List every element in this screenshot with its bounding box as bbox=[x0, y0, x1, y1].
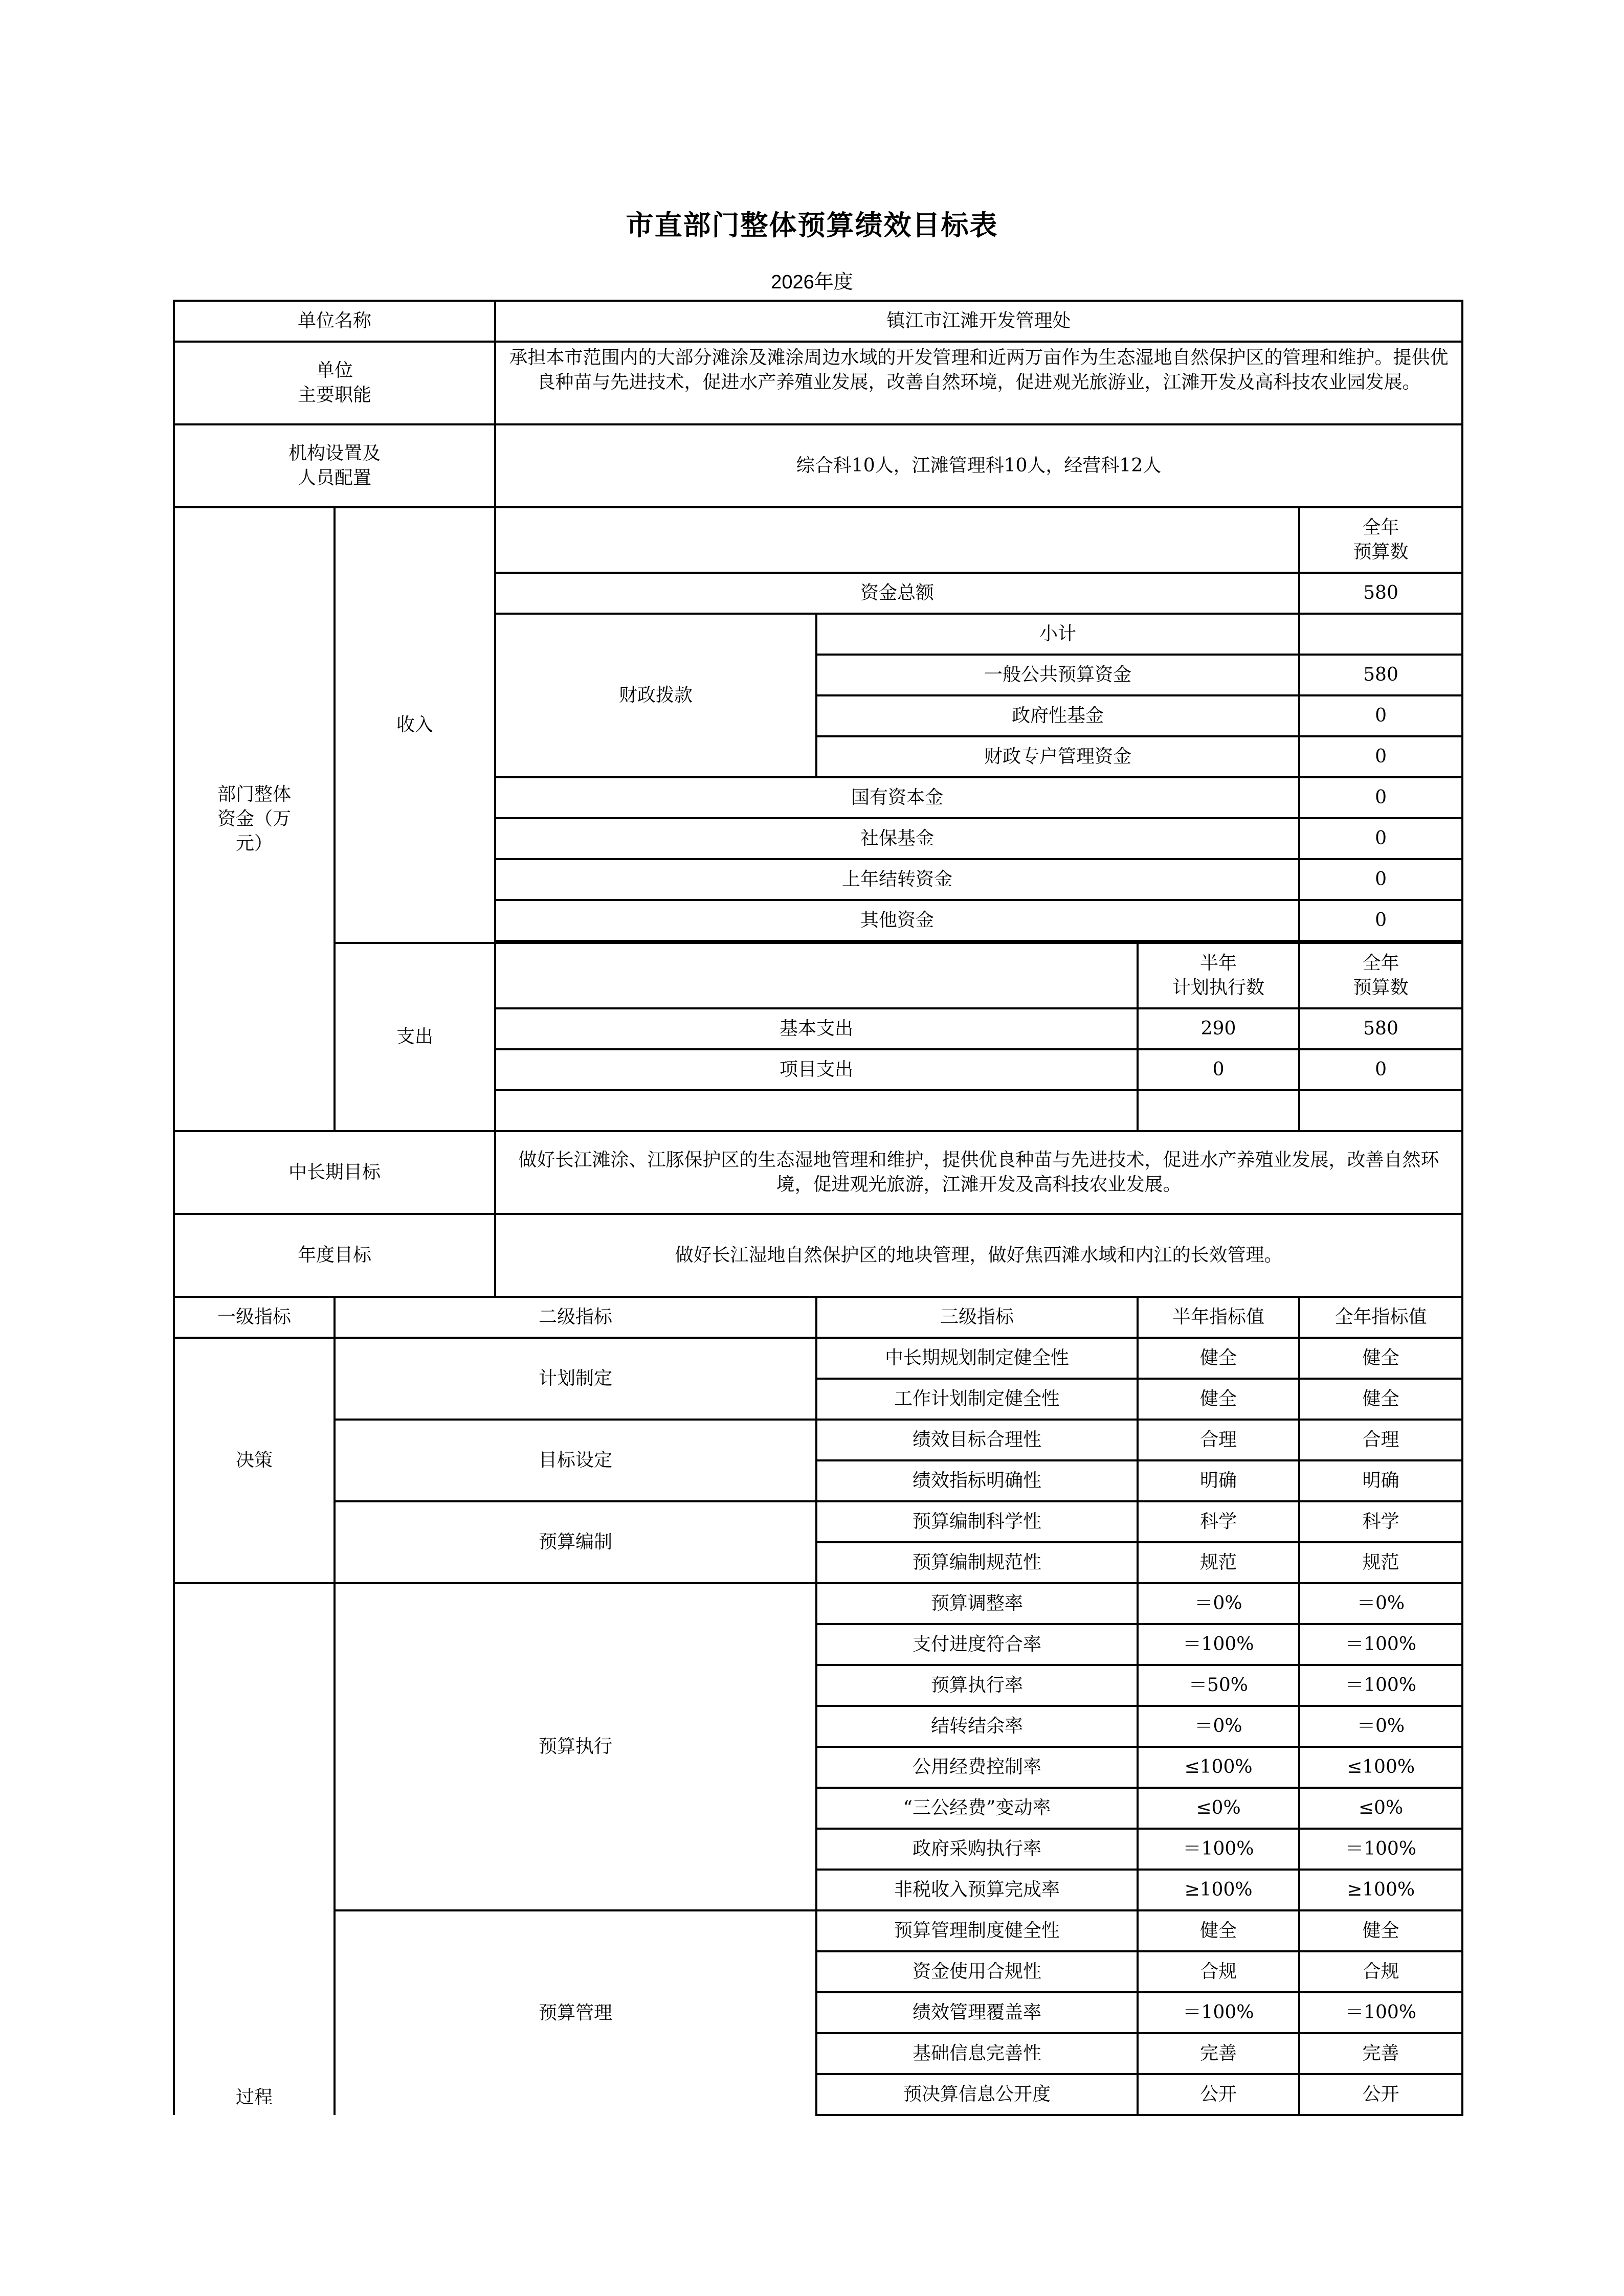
expense-header-full-year: 全年 预算数 bbox=[1299, 943, 1462, 1008]
other-income-label: 上年结转资金 bbox=[495, 859, 1299, 900]
org-value: 综合科10人，江滩管理科10人，经营科12人 bbox=[495, 424, 1462, 507]
full-year-value: 完善 bbox=[1299, 2033, 1462, 2074]
level2-indicator: 预算管理 bbox=[335, 1910, 816, 2115]
fiscal-item-value: 580 bbox=[1299, 655, 1462, 695]
level3-indicator: 基础信息完善性 bbox=[816, 2033, 1138, 2074]
indicator-body bbox=[174, 1338, 1462, 2115]
other-income-value: 0 bbox=[1299, 900, 1462, 941]
annual-goal-row bbox=[174, 1214, 1462, 1297]
level3-indicator: “三公经费”变动率 bbox=[816, 1788, 1138, 1829]
unit-name-label: 单位名称 bbox=[174, 301, 495, 342]
org-label bbox=[174, 424, 495, 507]
annual-goal-value: 做好长江湿地自然保护区的地块管理，做好焦西滩水域和内江的长效管理。 bbox=[495, 1214, 1462, 1297]
income-header-row bbox=[174, 507, 1462, 573]
indicator-header-row bbox=[174, 1297, 1462, 1338]
level3-indicator: 预决算信息公开度 bbox=[816, 2074, 1138, 2115]
half-year-value: 合规 bbox=[1138, 1951, 1299, 1992]
unit-function-label bbox=[174, 342, 495, 424]
full-year-value: ＝0% bbox=[1299, 1706, 1462, 1747]
header-half-year: 半年指标值 bbox=[1138, 1297, 1299, 1338]
full-year-value: ≥100% bbox=[1299, 1870, 1462, 1910]
header-level3: 三级指标 bbox=[816, 1297, 1138, 1338]
level3-indicator: 绩效目标合理性 bbox=[816, 1420, 1138, 1460]
page-title: 市直部门整体预算绩效目标表 bbox=[626, 209, 998, 241]
full-year-value: ＝100% bbox=[1299, 1829, 1462, 1870]
unit-name-row bbox=[174, 301, 1462, 342]
half-year-value: ＝100% bbox=[1138, 1829, 1299, 1870]
other-income-value: 0 bbox=[1299, 777, 1462, 818]
expense-item-half: 290 bbox=[1138, 1008, 1299, 1049]
level3-indicator: 绩效指标明确性 bbox=[816, 1460, 1138, 1501]
expense-item-half: 0 bbox=[1138, 1049, 1299, 1090]
expense-header-half-year: 半年 计划执行数 bbox=[1138, 943, 1299, 1008]
half-year-value: 健全 bbox=[1138, 1910, 1299, 1951]
total-funds-value: 580 bbox=[1299, 573, 1462, 614]
full-year-value: ≤0% bbox=[1299, 1788, 1462, 1829]
full-year-value: ≤100% bbox=[1299, 1747, 1462, 1788]
header-level2: 二级指标 bbox=[335, 1297, 816, 1338]
fiscal-label: 财政拨款 bbox=[495, 614, 816, 777]
fiscal-item-label: 小计 bbox=[816, 614, 1299, 655]
unit-function-value: 承担本市范围内的大部分滩涂及滩涂周边水域的开发管理和近两万亩作为生态湿地自然保护区的管理和维护。提供优良种苗与先进技术，促进水产养殖业发展，改善自然环境，促进观光旅游业，江滩开发及高科技农业园发展。 bbox=[495, 342, 1462, 424]
unit-function-row bbox=[174, 342, 1462, 424]
expense-header-blank bbox=[495, 943, 1138, 1008]
fiscal-item-label: 财政专户管理资金 bbox=[816, 736, 1299, 777]
org-label-line1: 机构设置及 bbox=[288, 443, 381, 464]
full-year-value: 健全 bbox=[1299, 1910, 1462, 1951]
half-year-value: 健全 bbox=[1138, 1338, 1299, 1379]
unit-name-value: 镇江市江滩开发管理处 bbox=[495, 301, 1462, 342]
full-year-value: 合规 bbox=[1299, 1951, 1462, 1992]
full-year-value: 明确 bbox=[1299, 1460, 1462, 1501]
indicator-row bbox=[174, 1338, 1462, 1379]
half-year-value: ≤100% bbox=[1138, 1747, 1299, 1788]
expense-item-label bbox=[495, 1090, 1138, 1131]
half-year-value: 规范 bbox=[1138, 1542, 1299, 1583]
mid-long-goal-label: 中长期目标 bbox=[174, 1131, 495, 1214]
fiscal-item-label: 政府性基金 bbox=[816, 695, 1299, 736]
indicator-row bbox=[174, 1420, 1462, 1460]
fiscal-item-label: 一般公共预算资金 bbox=[816, 655, 1299, 695]
full-year-value: 规范 bbox=[1299, 1542, 1462, 1583]
fiscal-year: 2026年度 bbox=[771, 272, 853, 293]
other-income-value: 0 bbox=[1299, 818, 1462, 859]
full-year-value: 健全 bbox=[1299, 1338, 1462, 1379]
level3-indicator: 预算编制科学性 bbox=[816, 1501, 1138, 1542]
full-year-value: ＝0% bbox=[1299, 1583, 1462, 1624]
indicator-row bbox=[174, 1910, 1462, 1951]
income-label: 收入 bbox=[335, 507, 495, 943]
expense-item-full: 580 bbox=[1299, 1008, 1462, 1049]
expense-item-half bbox=[1138, 1090, 1299, 1131]
budget-performance-table bbox=[173, 300, 1463, 2116]
half-year-value: ＝0% bbox=[1138, 1706, 1299, 1747]
level1-indicator: 决策 bbox=[174, 1338, 335, 1583]
expense-label: 支出 bbox=[335, 943, 495, 1131]
mid-long-goal-row bbox=[174, 1131, 1462, 1214]
full-year-value: 合理 bbox=[1299, 1420, 1462, 1460]
full-year-value: 健全 bbox=[1299, 1379, 1462, 1420]
total-funds-label: 资金总额 bbox=[495, 573, 1299, 614]
other-income-label: 国有资本金 bbox=[495, 777, 1299, 818]
other-income-label: 社保基金 bbox=[495, 818, 1299, 859]
half-year-value: ＝0% bbox=[1138, 1583, 1299, 1624]
annual-goal-label: 年度目标 bbox=[174, 1214, 495, 1297]
full-year-value: 科学 bbox=[1299, 1501, 1462, 1542]
half-year-value: 合理 bbox=[1138, 1420, 1299, 1460]
level3-indicator: 资金使用合规性 bbox=[816, 1951, 1138, 1992]
half-year-value: ≤0% bbox=[1138, 1788, 1299, 1829]
expense-header-row bbox=[174, 943, 1462, 1008]
expense-item-label: 基本支出 bbox=[495, 1008, 1138, 1049]
full-year-value: ＝100% bbox=[1299, 1992, 1462, 2033]
header-level1: 一级指标 bbox=[174, 1297, 335, 1338]
expense-item-label: 项目支出 bbox=[495, 1049, 1138, 1090]
level3-indicator: 预算调整率 bbox=[816, 1583, 1138, 1624]
indicator-row bbox=[174, 1583, 1462, 1624]
level3-indicator: 结转结余率 bbox=[816, 1706, 1138, 1747]
half-year-value: ＝50% bbox=[1138, 1665, 1299, 1706]
unit-function-label-line1: 单位 bbox=[316, 360, 353, 381]
other-income-label: 其他资金 bbox=[495, 900, 1299, 941]
fiscal-item-value: 0 bbox=[1299, 736, 1462, 777]
half-year-value: 公开 bbox=[1138, 2074, 1299, 2115]
unit-function-label-line2: 主要职能 bbox=[298, 385, 372, 406]
org-row bbox=[174, 424, 1462, 507]
full-year-value: 公开 bbox=[1299, 2074, 1462, 2115]
full-year-value: ＝100% bbox=[1299, 1665, 1462, 1706]
level2-indicator: 预算编制 bbox=[335, 1501, 816, 1583]
expense-item-full: 0 bbox=[1299, 1049, 1462, 1090]
level2-indicator: 计划制定 bbox=[335, 1338, 816, 1420]
level3-indicator: 政府采购执行率 bbox=[816, 1829, 1138, 1870]
indicator-row bbox=[174, 1501, 1462, 1542]
level3-indicator: 绩效管理覆盖率 bbox=[816, 1992, 1138, 2033]
level3-indicator: 预算执行率 bbox=[816, 1665, 1138, 1706]
level1-indicator: 过程 bbox=[174, 1583, 335, 2115]
level3-indicator: 工作计划制定健全性 bbox=[816, 1379, 1138, 1420]
level3-indicator: 中长期规划制定健全性 bbox=[816, 1338, 1138, 1379]
expense-item-full bbox=[1299, 1090, 1462, 1131]
half-year-value: 明确 bbox=[1138, 1460, 1299, 1501]
org-label-line2: 人员配置 bbox=[298, 467, 372, 488]
level3-indicator: 公用经费控制率 bbox=[816, 1747, 1138, 1788]
funds-section-label: 部门整体资金（万元） bbox=[174, 507, 335, 1131]
level2-indicator: 目标设定 bbox=[335, 1420, 816, 1501]
header-full-year: 全年指标值 bbox=[1299, 1297, 1462, 1338]
half-year-value: 科学 bbox=[1138, 1501, 1299, 1542]
fiscal-item-value: 0 bbox=[1299, 695, 1462, 736]
income-header-blank bbox=[495, 507, 1299, 573]
level3-indicator: 非税收入预算完成率 bbox=[816, 1870, 1138, 1910]
half-year-value: ≥100% bbox=[1138, 1870, 1299, 1910]
fiscal-item-value bbox=[1299, 614, 1462, 655]
level3-indicator: 支付进度符合率 bbox=[816, 1624, 1138, 1665]
full-year-value: ＝100% bbox=[1299, 1624, 1462, 1665]
level3-indicator: 预算管理制度健全性 bbox=[816, 1910, 1138, 1951]
half-year-value: 健全 bbox=[1138, 1379, 1299, 1420]
other-income-value: 0 bbox=[1299, 859, 1462, 900]
mid-long-goal-value: 做好长江滩涂、江豚保护区的生态湿地管理和维护，提供优良种苗与先进技术，促进水产养殖业发展，改善自然环境，促进观光旅游，江滩开发及高科技农业发展。 bbox=[495, 1131, 1462, 1214]
income-header-full-year: 全年 预算数 bbox=[1299, 507, 1462, 573]
half-year-value: ＝100% bbox=[1138, 1624, 1299, 1665]
level2-indicator: 预算执行 bbox=[335, 1583, 816, 1910]
half-year-value: ＝100% bbox=[1138, 1992, 1299, 2033]
half-year-value: 完善 bbox=[1138, 2033, 1299, 2074]
level3-indicator: 预算编制规范性 bbox=[816, 1542, 1138, 1583]
